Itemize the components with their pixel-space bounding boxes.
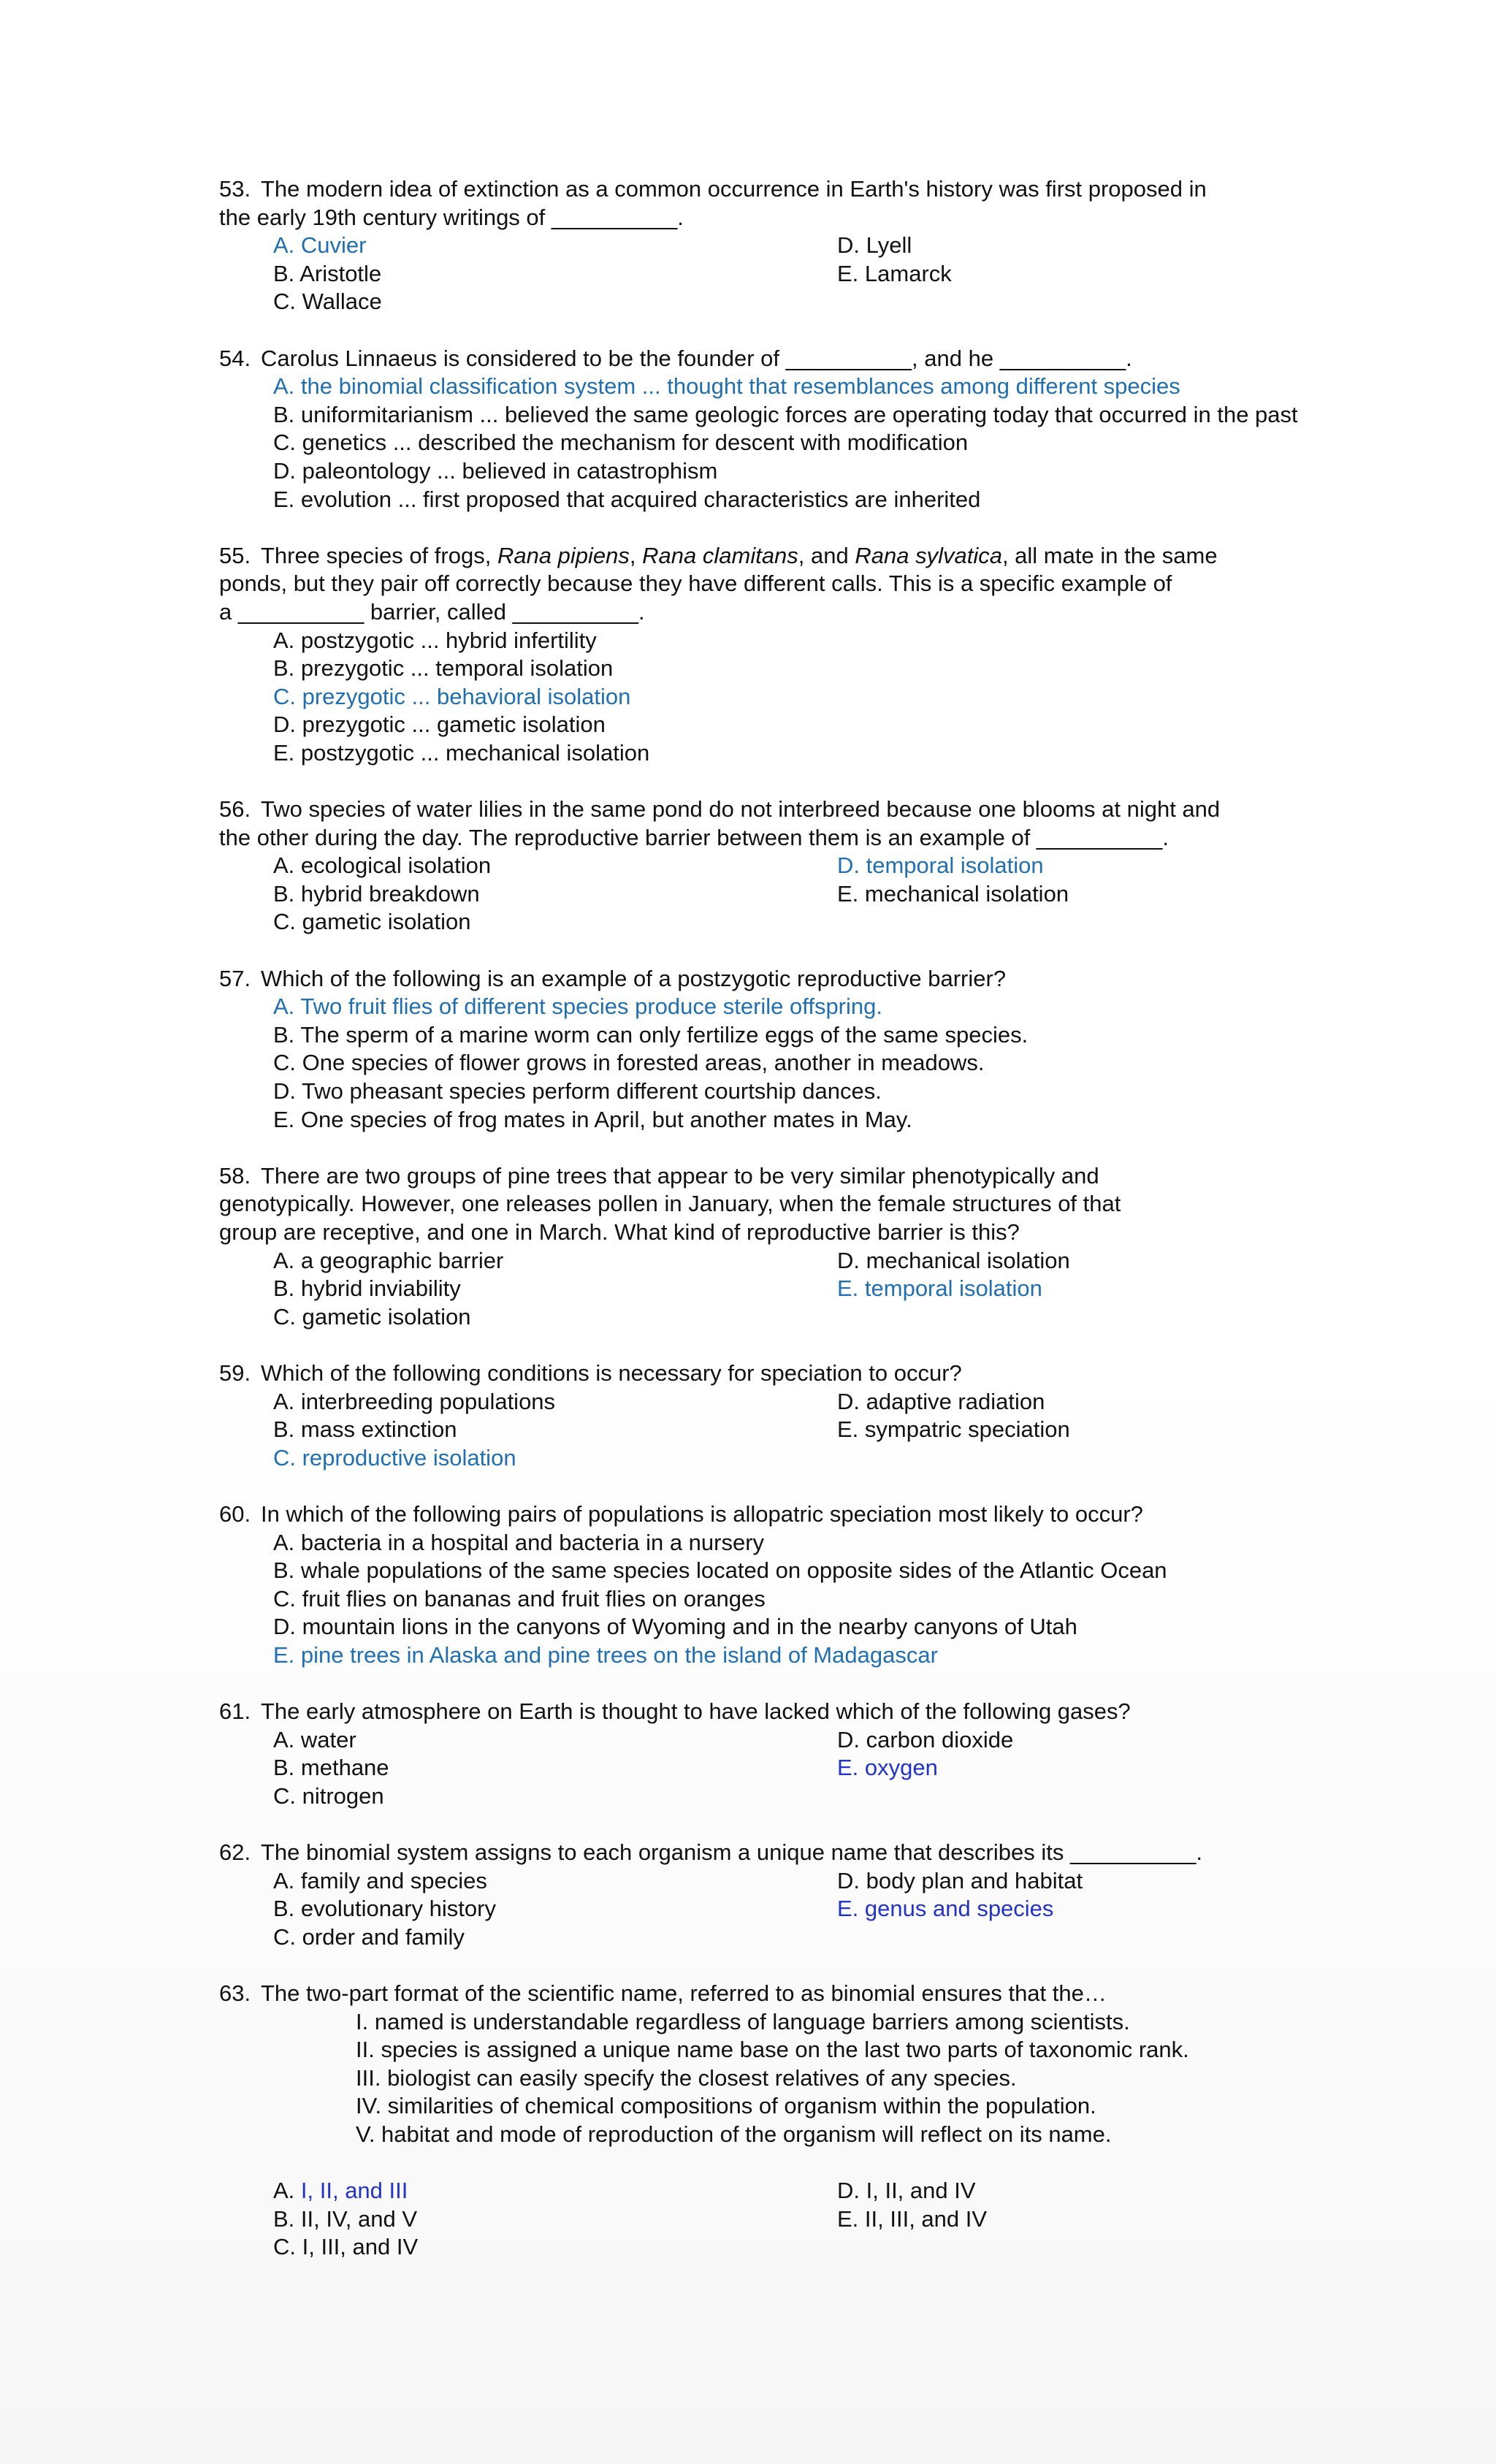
- question-63: [219, 1980, 1319, 2262]
- option-d: D. Lyell: [837, 232, 912, 259]
- option-a: A. the binomial classification system ... thought that resemblances among different species: [273, 373, 1180, 400]
- statement-iii: III. biologist can easily specify the closest relatives of any species.: [356, 2064, 1017, 2091]
- option-b: B. hybrid breakdown: [273, 880, 480, 907]
- stem-text: , all mate in the same: [1001, 542, 1218, 568]
- question-number: 53.: [219, 176, 251, 202]
- stem-text: , and: [798, 542, 855, 568]
- option-d: D. mountain lions in the canyons of Wyoming and in the nearby canyons of Utah: [273, 1614, 1077, 1640]
- option-b: B. Aristotle: [273, 260, 382, 286]
- option-d: D. prezygotic ... gametic isolation: [273, 712, 606, 738]
- question-number: 55.: [219, 542, 251, 568]
- question-number: 56.: [219, 796, 251, 823]
- option-c: C. gametic isolation: [273, 909, 471, 935]
- option-c: C. prezygotic ... behavioral isolation: [273, 683, 631, 709]
- question-stem-line: group are receptive, and one in March. What kind of reproductive barrier is this?: [219, 1218, 1020, 1245]
- option-a: A. Two fruit flies of different species produce sterile offspring.: [273, 993, 882, 1020]
- option-a: A. water: [273, 1726, 356, 1752]
- question-55: [219, 542, 1319, 768]
- option-e: E. mechanical isolation: [837, 880, 1069, 907]
- question-53: [219, 175, 1319, 316]
- question-stem-line: the other during the day. The reproductive barrier between them is an example of __________.: [219, 824, 1169, 850]
- option-a: A. postzygotic ... hybrid infertility: [273, 627, 597, 653]
- option-e: E. One species of frog mates in April, but another mates in May.: [273, 1106, 912, 1132]
- question-number: 58.: [219, 1162, 251, 1189]
- option-e: E. temporal isolation: [837, 1275, 1042, 1302]
- option-a: [273, 2177, 837, 2205]
- species-name: Rana sylvatica: [855, 542, 1002, 568]
- option-c: C. Wallace: [273, 289, 382, 315]
- option-b: B. hybrid inviability: [273, 1275, 461, 1302]
- question-stem-line: Two species of water lilies in the same pond do not interbreed because one blooms at night and: [261, 796, 1221, 823]
- question-stem-line: the early 19th century writings of __________.: [219, 204, 684, 230]
- question-stem-line: ponds, but they pair off correctly because they have different calls. This is a specific example of: [219, 571, 1172, 597]
- question-stem-line: The modern idea of extinction as a common occurrence in Earth's history was first proposed in: [261, 176, 1207, 202]
- stem-text: ,: [629, 542, 643, 568]
- option-d: D. mechanical isolation: [837, 1247, 1070, 1273]
- question-stem-line: genotypically. However, one releases pollen in January, when the female structures of that: [219, 1191, 1121, 1217]
- option-e: E. genus and species: [837, 1896, 1054, 1922]
- question-stem-line: Which of the following conditions is necessary for speciation to occur?: [261, 1359, 962, 1386]
- option-a: A. ecological isolation: [273, 853, 492, 879]
- question-59: [219, 1359, 1319, 1472]
- question-stem-line: The early atmosphere on Earth is thought to have lacked which of the following gases?: [261, 1698, 1131, 1725]
- statement-ii: II. species is assigned a unique name base on the last two parts of taxonomic rank.: [356, 2037, 1189, 2063]
- question-60: [219, 1500, 1319, 1670]
- question-stem-line: [219, 542, 1319, 571]
- question-61: [219, 1698, 1319, 1810]
- option-c: C. fruit flies on bananas and fruit flies on oranges: [273, 1585, 766, 1611]
- option-c: C. order and family: [273, 1923, 465, 1950]
- option-c: C. genetics ... described the mechanism for descent with modification: [273, 430, 969, 456]
- option-d: D. carbon dioxide: [837, 1726, 1014, 1752]
- question-56: [219, 796, 1319, 937]
- question-stem-line: In which of the following pairs of populations is allopatric speciation most likely to occur?: [261, 1500, 1143, 1527]
- option-a: A. bacteria in a hospital and bacteria in a nursery: [273, 1529, 765, 1555]
- question-stem-line: The binomial system assigns to each organism a unique name that describes its __________.: [261, 1839, 1202, 1866]
- question-number: 60.: [219, 1500, 251, 1527]
- option-b: B. mass extinction: [273, 1416, 457, 1443]
- option-letter: A.: [273, 2178, 301, 2204]
- option-e: E. Lamarck: [837, 260, 952, 286]
- option-e: E. pine trees in Alaska and pine trees on the island of Madagascar: [273, 1641, 938, 1668]
- question-number: 54.: [219, 345, 251, 371]
- option-b: B. The sperm of a marine worm can only fertilize eggs of the same species.: [273, 1021, 1028, 1048]
- option-e: E. evolution ... first proposed that acquired characteristics are inherited: [273, 486, 981, 512]
- option-d: D. I, II, and IV: [837, 2178, 976, 2204]
- option-b: B. evolutionary history: [273, 1896, 496, 1922]
- option-d: D. temporal isolation: [837, 853, 1044, 879]
- question-number: 59.: [219, 1359, 251, 1386]
- statement-list: [219, 2008, 1319, 2149]
- option-a: A. a geographic barrier: [273, 1247, 504, 1273]
- option-a-text: I, II, and III: [300, 2178, 408, 2204]
- option-d: D. adaptive radiation: [837, 1388, 1045, 1414]
- option-a: A. family and species: [273, 1867, 487, 1893]
- species-name: Rana pipiens: [497, 542, 630, 568]
- question-58: [219, 1162, 1319, 1332]
- option-b: B. prezygotic ... temporal isolation: [273, 655, 614, 682]
- question-number: 61.: [219, 1698, 251, 1725]
- option-b: B. whale populations of the same species located on opposite sides of the Atlantic Ocean: [273, 1557, 1167, 1584]
- option-c: C. I, III, and IV: [273, 2234, 419, 2260]
- option-c: C. One species of flower grows in forested areas, another in meadows.: [273, 1050, 985, 1076]
- option-d: D. paleontology ... believed in catastrophism: [273, 457, 718, 484]
- question-stem-line: a __________ barrier, called __________.: [219, 598, 645, 625]
- question-57: [219, 965, 1319, 1134]
- option-b: B. methane: [273, 1755, 389, 1781]
- question-62: [219, 1839, 1319, 1951]
- question-number: 63.: [219, 1980, 251, 2006]
- option-e: E. oxygen: [837, 1755, 938, 1781]
- statement-i: I. named is understandable regardless of language barriers among scientists.: [356, 2008, 1130, 2034]
- option-b: B. uniformitarianism ... believed the same geologic forces are operating today that occurred in the past: [273, 401, 1298, 427]
- option-c: C. nitrogen: [273, 1782, 384, 1809]
- option-b: B. II, IV, and V: [273, 2205, 418, 2232]
- option-c: C. gametic isolation: [273, 1303, 471, 1330]
- question-stem-line: The two-part format of the scientific name, referred to as binomial ensures that the…: [261, 1980, 1107, 2006]
- option-a: A. interbreeding populations: [273, 1388, 556, 1414]
- option-d: D. body plan and habitat: [837, 1867, 1083, 1893]
- option-a: A. Cuvier: [273, 232, 367, 259]
- option-c: C. reproductive isolation: [273, 1444, 516, 1471]
- question-stem-line: There are two groups of pine trees that appear to be very similar phenotypically and: [261, 1162, 1099, 1189]
- option-d: D. Two pheasant species perform different courtship dances.: [273, 1078, 882, 1104]
- question-number: 57.: [219, 965, 251, 991]
- option-e: E. II, III, and IV: [837, 2205, 988, 2232]
- question-54: [219, 345, 1319, 514]
- question-stem-line: Carolus Linnaeus is considered to be the founder of __________, and he __________.: [261, 345, 1132, 371]
- question-number: 62.: [219, 1839, 251, 1866]
- question-stem-line: Which of the following is an example of a postzygotic reproductive barrier?: [261, 965, 1007, 991]
- stem-text: Three species of frogs,: [261, 542, 497, 568]
- question-list: [219, 175, 1319, 2262]
- statement-v: V. habitat and mode of reproduction of the organism will reflect on its name.: [356, 2121, 1112, 2147]
- statement-iv: IV. similarities of chemical compositions of organism within the population.: [356, 2093, 1096, 2119]
- option-e: E. postzygotic ... mechanical isolation: [273, 739, 650, 766]
- species-name: Rana clamitans: [642, 542, 798, 568]
- option-e: E. sympatric speciation: [837, 1416, 1070, 1443]
